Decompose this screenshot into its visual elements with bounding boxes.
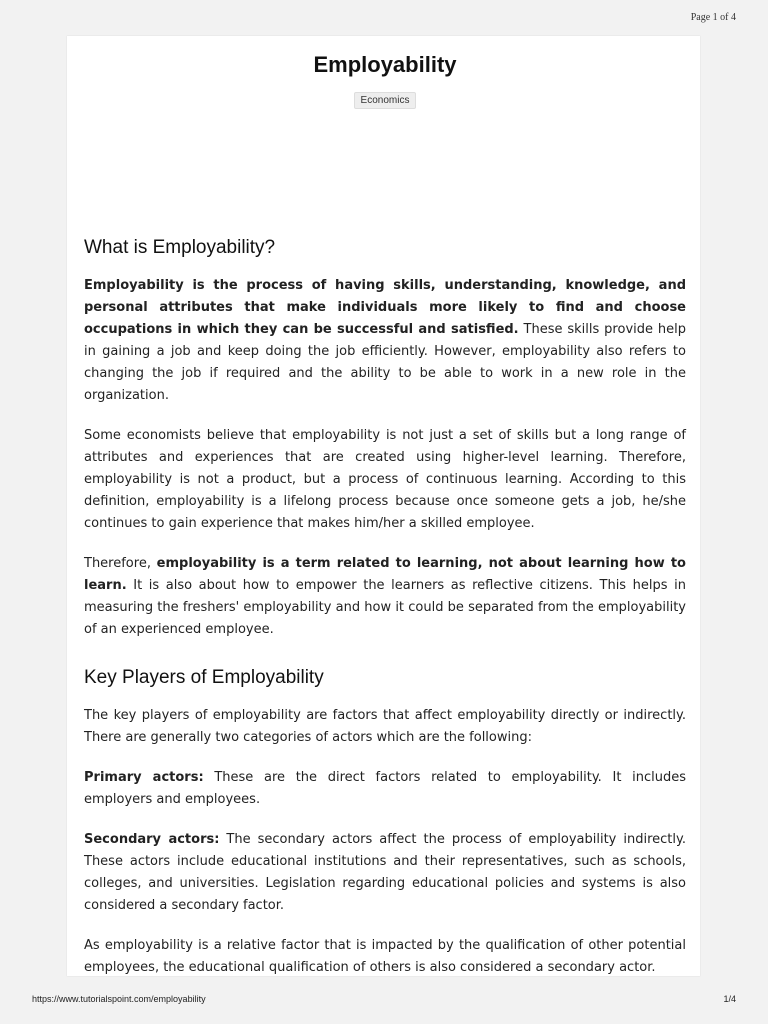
section-heading-key-players: Key Players of Employability — [84, 667, 324, 688]
paragraph-secondary-actors — [84, 829, 686, 917]
footer-page-number: 1/4 — [723, 994, 736, 1004]
tag-container — [84, 88, 686, 109]
paragraph-text: Therefore, — [84, 556, 157, 571]
paragraph-economists: Some economists believe that employability is not just a set of skills but a long range of attributes and experiences that are created using higher-level learning. Therefore, employability is not a product, but a process of continuous learning. According to this definition, employability is a lifelong process because once someone gets a job, he/she continues to gain experience that makes him/her a skilled employee. — [84, 428, 686, 531]
document-page — [67, 36, 700, 976]
article-content — [84, 36, 686, 976]
paragraph-definition — [84, 275, 686, 407]
page-number-header: Page 1 of 4 — [690, 12, 736, 23]
paragraph-text: It is also about how to empower the learners as reflective citizens. This helps in measuring the freshers' employability and how it could be separated from the employability of an experienced employee. — [84, 578, 686, 637]
bold-text: Primary actors: — [84, 770, 204, 785]
paragraph-text: The secondary actors affect the process of employability indirectly. These actors include educational institutions and their representatives, such as schools, colleges, and universities. Legislation regarding educational policies and systems is also considered a secondary factor. — [84, 832, 686, 913]
section-heading-what-is: What is Employability? — [84, 237, 276, 258]
paragraph-text: These skills provide help in gaining a job and keep doing the job efficiently. However, employability also refers to changing the job if required and the ability to be able to work in a new role in the organization. — [84, 322, 686, 403]
bold-text: Employability is the process of having skills, understanding, knowledge, and personal attributes that make individuals more likely to find and choose occupations in which they can be successful and satisfied. — [84, 278, 686, 337]
paragraph-learning — [84, 553, 686, 641]
category-tag[interactable]: Economics — [354, 92, 417, 109]
article-title: Employability — [313, 52, 457, 77]
bold-text: employability is a term related to learning, not about learning how to learn. — [84, 556, 686, 593]
paragraph-text: These are the direct factors related to employability. It includes employers and employees. — [84, 770, 686, 807]
paragraph-relative-factor: As employability is a relative factor that is impacted by the qualification of other potential employees, the educational qualification of others is also considered a secondary actor. — [84, 938, 686, 975]
bold-text: Secondary actors: — [84, 832, 220, 847]
footer-url: https://www.tutorialspoint.com/employability — [32, 994, 206, 1004]
paragraph-primary-actors — [84, 767, 686, 811]
paragraph-key-players: The key players of employability are factors that affect employability directly or indirectly. There are generally two categories of actors which are the following: — [84, 708, 686, 745]
